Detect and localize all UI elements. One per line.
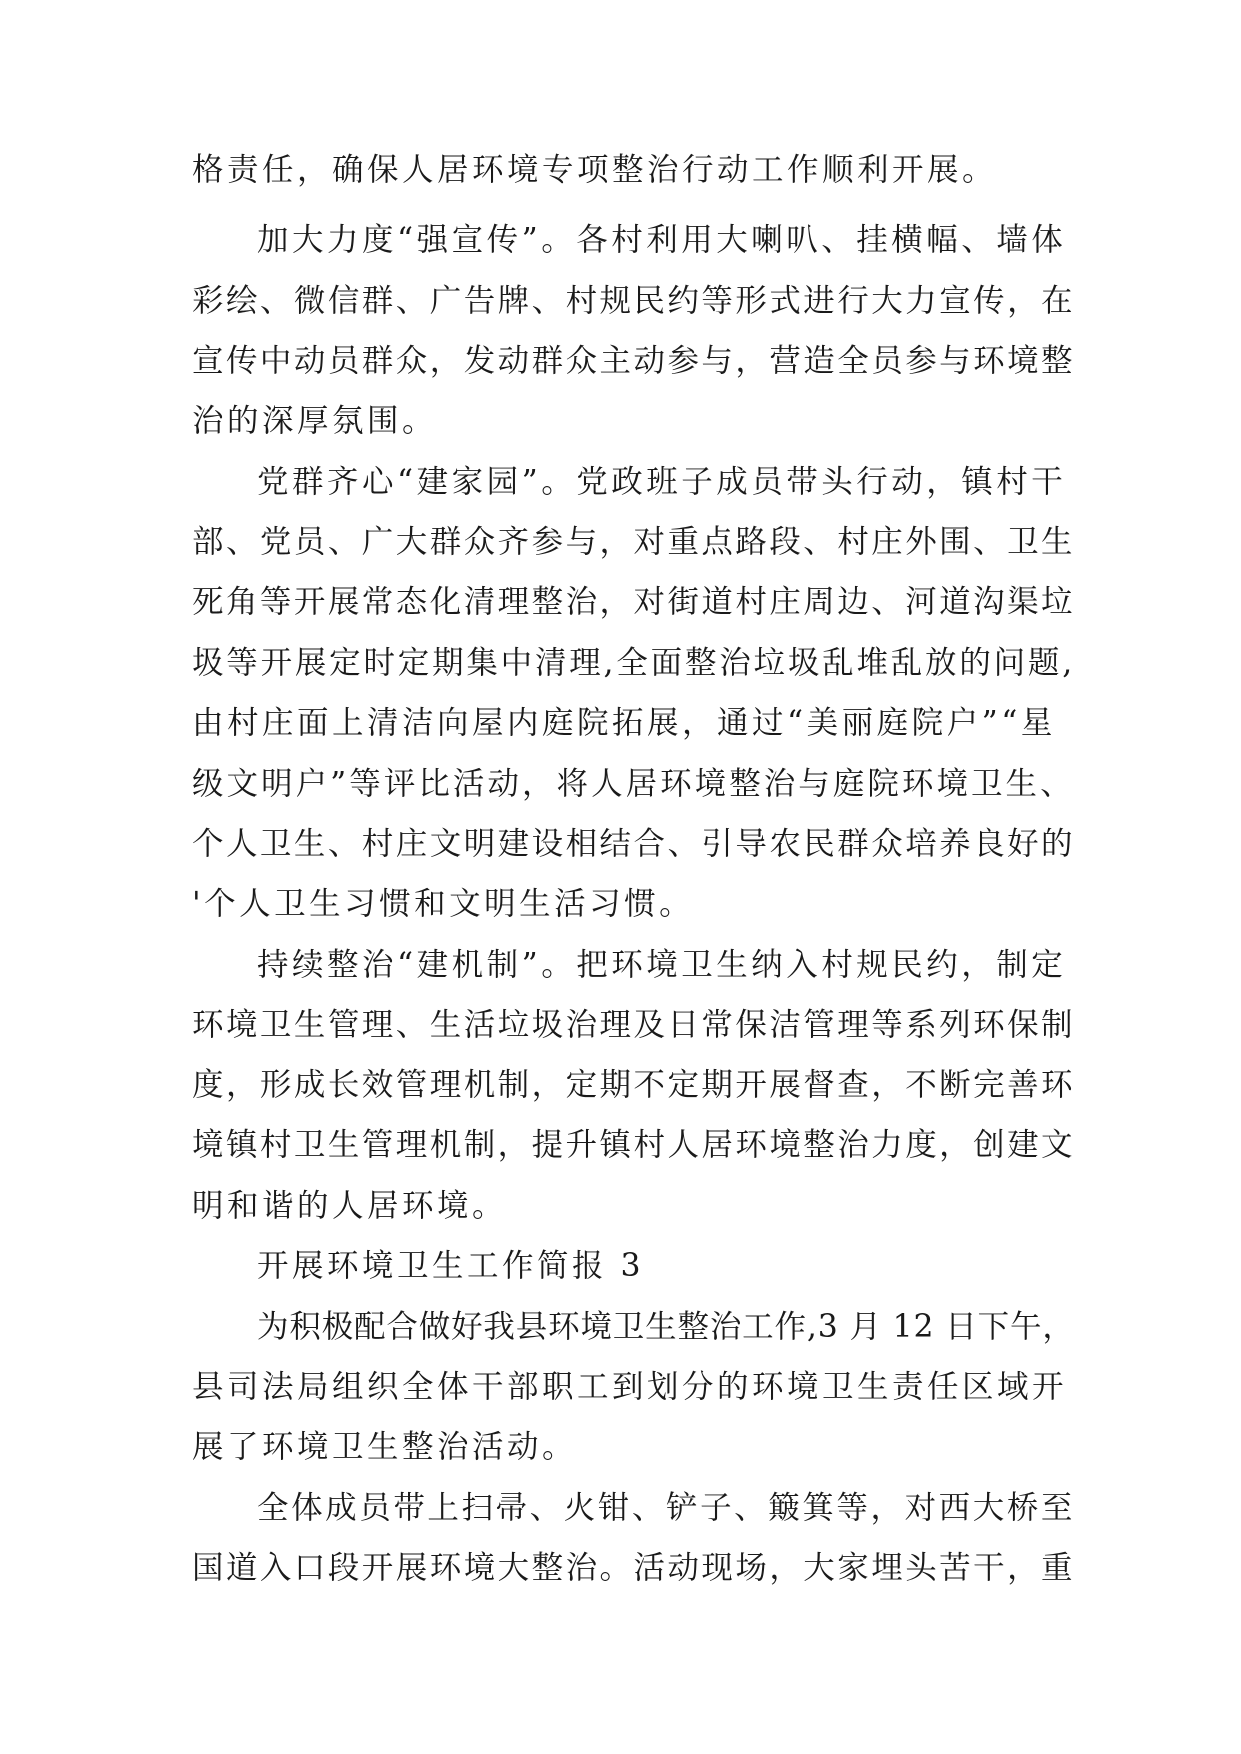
paragraph-start-line: 持续整治“建机制”。把环境卫生纳入村规民约，制定 [257,947,1067,983]
paragraph-start-line: 全体成员带上扫帚、火钳、铲子、簸箕等，对西大桥至 [257,1490,1076,1526]
paragraph-start-line: 为积极配合做好我县环境卫生整治工作,3 月 12 日下午， [257,1309,1075,1345]
text-line: 度，形成长效管理机制，定期不定期开展督查，不断完善环 [192,1067,1076,1103]
text-line: 明和谐的人居环境。 [192,1188,508,1224]
paragraph-start-line: 加大力度“强宣传”。各村利用大喇叭、挂横幅、墙体 [257,222,1067,258]
section-heading: 开展环境卫生工作简报 3 [257,1248,645,1284]
text-line: 部、党员、广大群众齐参与，对重点路段、村庄外围、卫生 [192,524,1076,560]
text-line: 格责任，确保人居环境专项整治行动工作顺利开展。 [192,152,998,188]
text-line: 死角等开展常态化清理整治，对街道村庄周边、河道沟渠垃 [192,584,1076,620]
text-line: 环境卫生管理、生活垃圾治理及日常保洁管理等系列环保制 [192,1007,1076,1043]
paragraph-start-line: 党群齐心“建家园”。党政班子成员带头行动，镇村干 [257,464,1067,500]
text-line: 境镇村卫生管理机制，提升镇村人居环境整治力度，创建文 [192,1127,1076,1163]
text-line: 圾等开展定时定期集中清理,全面整治垃圾乱堆乱放的问题, [192,645,1076,681]
text-line: 级文明户”等评比活动，将人居环境整治与庭院环境卫生、 [192,766,1075,802]
text-line: 国道入口段开展环境大整治。活动现场，大家埋头苦干，重 [192,1550,1076,1586]
text-line: 个人卫生、村庄文明建设相结合、引导农民群众培养良好的 [192,826,1076,862]
text-line: 治的深厚氛围。 [192,403,438,439]
text-line: '个人卫生习惯和文明生活习惯。 [192,886,695,922]
text-line: 县司法局组织全体干部职工到划分的环境卫生责任区域开 [192,1369,1068,1405]
text-line: 展了环境卫生整治活动。 [192,1429,578,1465]
text-line: 彩绘、微信群、广告牌、村规民约等形式进行大力宣传，在 [192,283,1076,319]
text-line: 宣传中动员群众，发动群众主动参与，营造全员参与环境整 [192,343,1076,379]
text-line: 由村庄面上清洁向屋内庭院拓展，通过“美丽庭院户”“星 [192,705,1056,741]
